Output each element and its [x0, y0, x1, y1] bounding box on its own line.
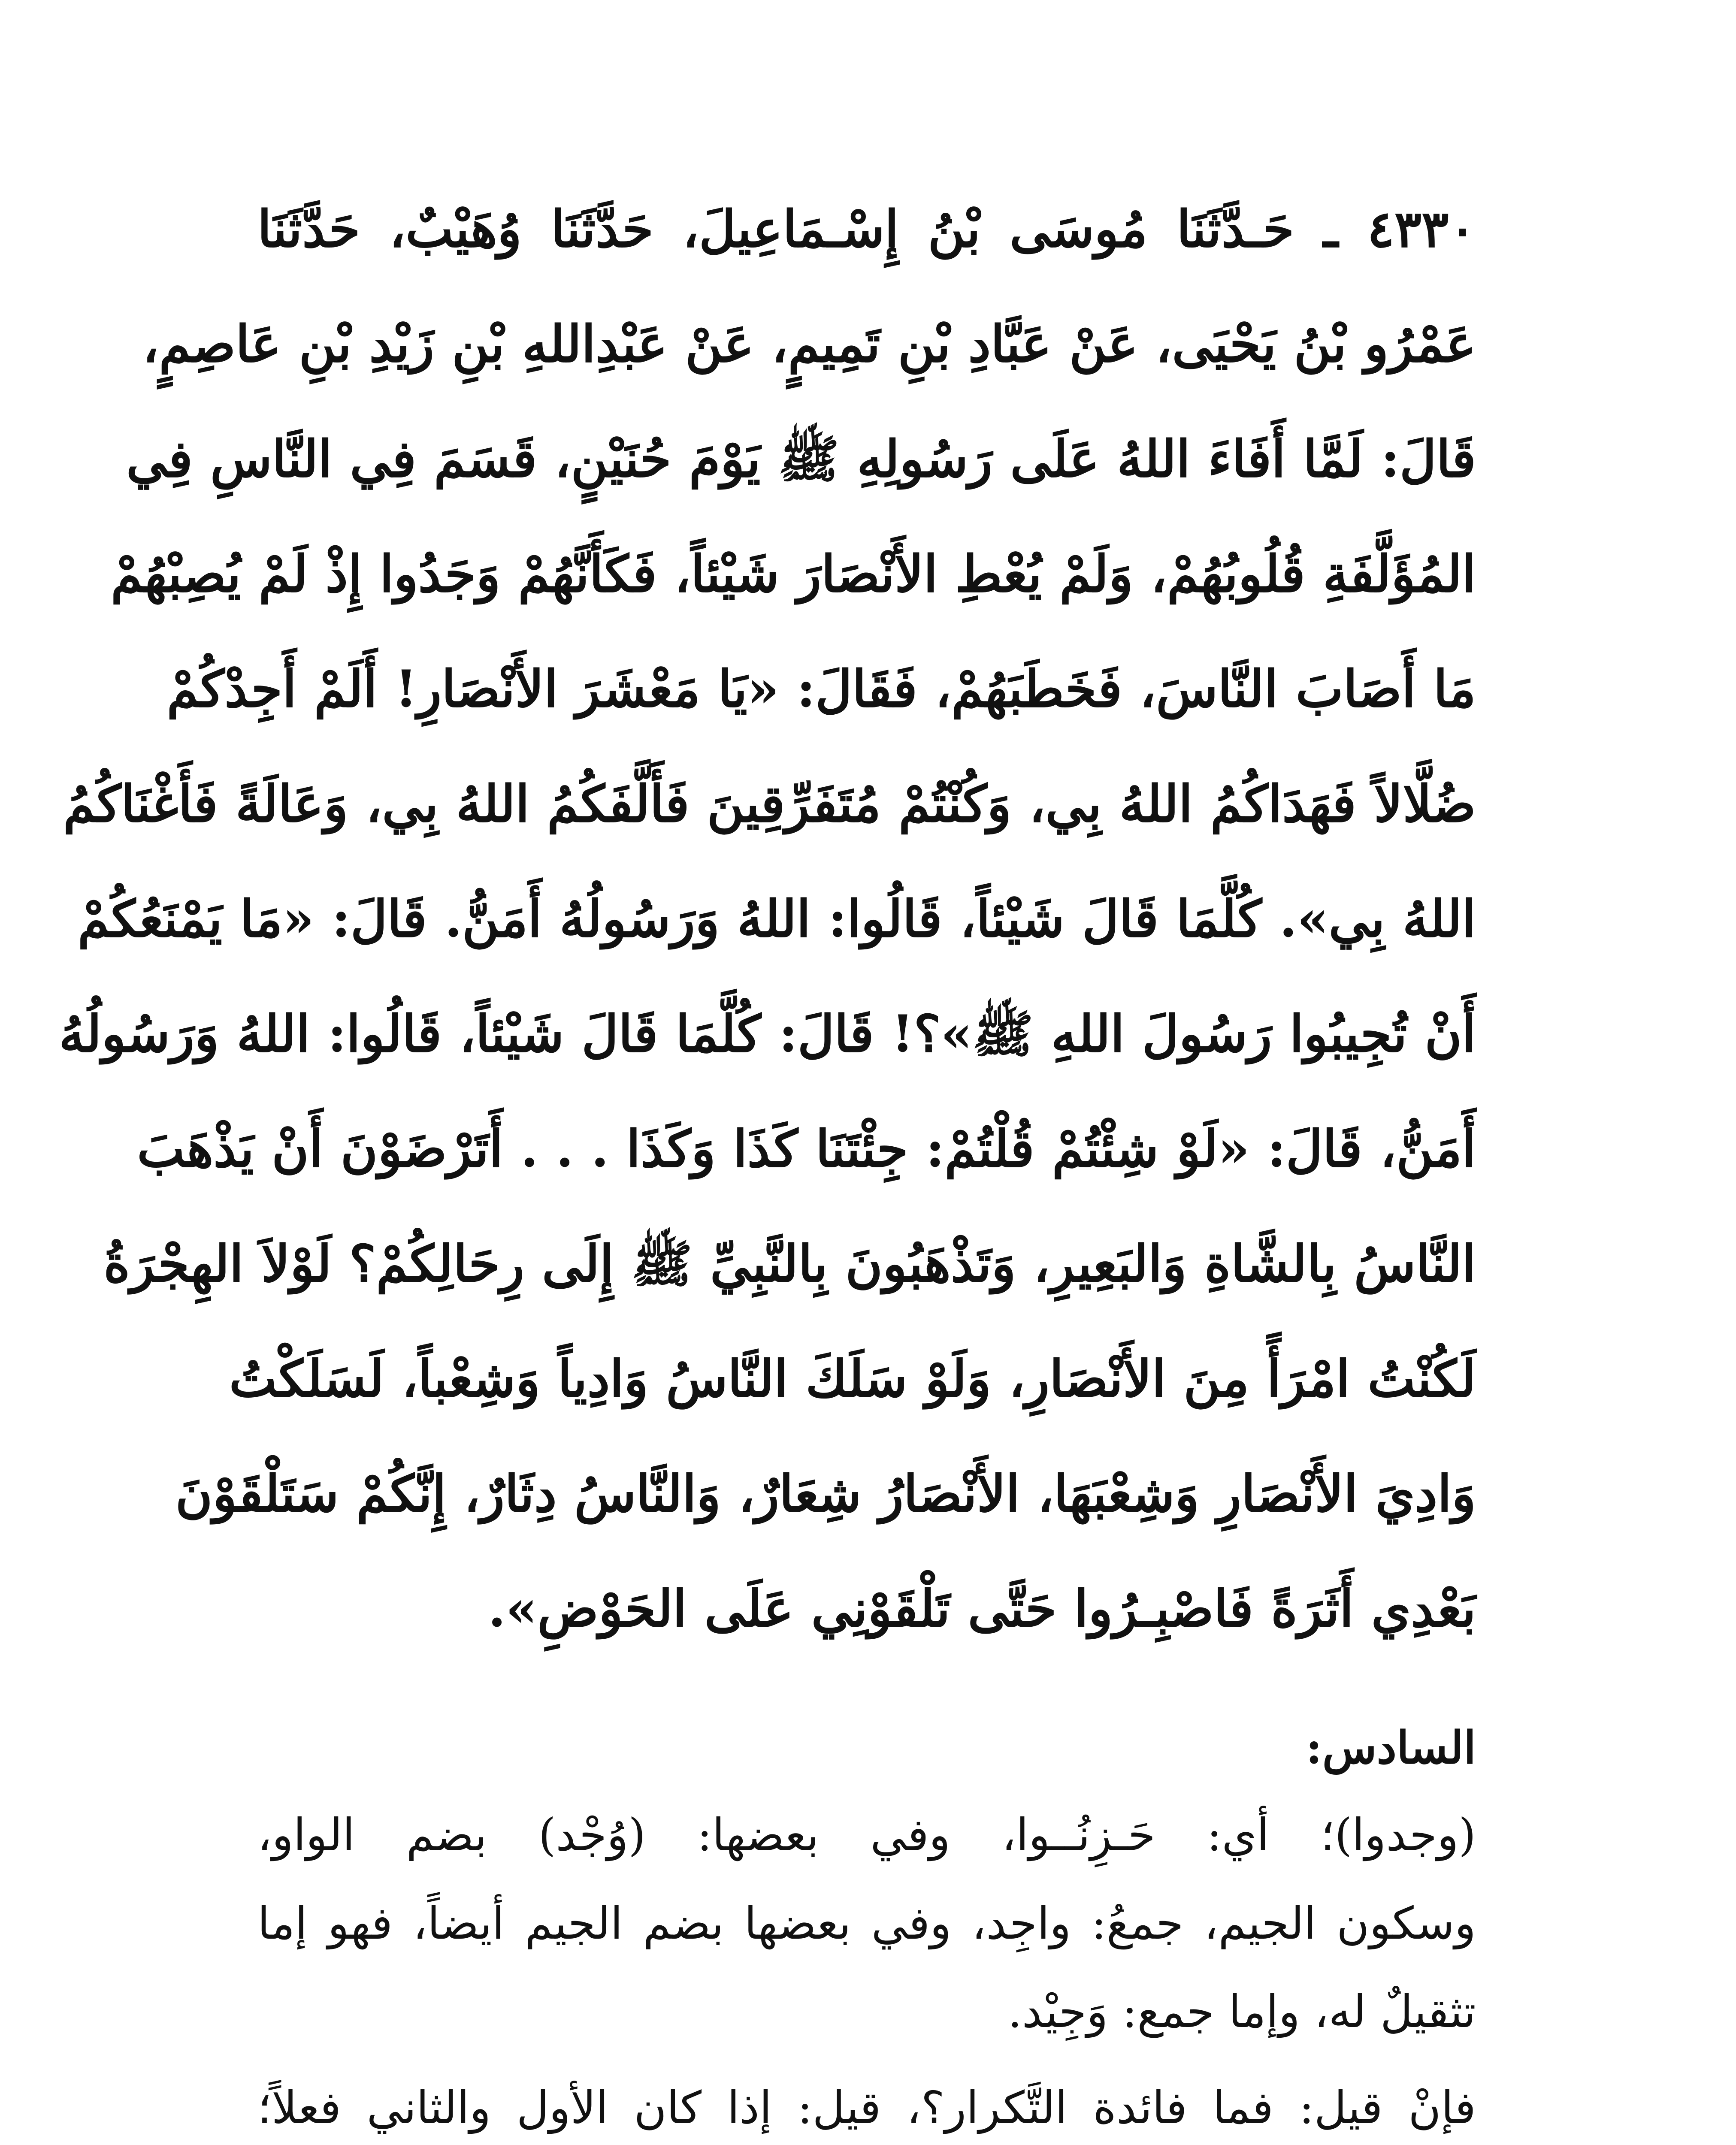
hadith-line: وَادِيَ الأَنْصَارِ وَشِعْبَهَا، الأَنْصَارُ شِعَارٌ، وَالنَّاسُ دِثَارٌ، إِنَّكُمْ سَتَلْقَوْنَ	[175, 1464, 1476, 1523]
commentary-line: (وجدوا)؛ أي: حَـزِنُــوا، وفي بعضها: (وُجْد) بضم الواو،	[257, 1809, 1476, 1861]
hadith-line: المُؤَلَّفَةِ قُلُوبُهُمْ، وَلَمْ يُعْطِ الأَنْصَارَ شَيْئاً، فَكَأَنَّهُمْ وَجَدُوا إِذْ لَمْ يُصِبْهُمْ	[111, 544, 1476, 604]
hadith-line: أَمَنُّ، قَالَ: «لَوْ شِئْتُمْ قُلْتُمْ: جِئْتَنَا كَذَا وَكَذَا . . . أَتَرْضَوْنَ أَنْ يَذْهَبَ	[137, 1119, 1476, 1178]
hadith-line: قَالَ: لَمَّا أَفَاءَ اللهُ عَلَى رَسُولِهِ ﷺ يَوْمَ حُنَيْنٍ، قَسَمَ فِي النَّاسِ فِي	[126, 429, 1476, 489]
commentary-line: فإنْ قيل: فما فائدة التَّكرار؟، قيل: إذا كان الأول والثاني فعلاً؛	[257, 2082, 1476, 2134]
hadith-line: مَا أَصَابَ النَّاسَ، فَخَطَبَهُمْ، فَقَالَ: «يَا مَعْشَرَ الأَنْصَارِ! أَلَمْ أَجِدْكُمْ	[166, 659, 1476, 719]
hadith-line: ضُلَّالاً فَهَدَاكُمُ اللهُ بِي، وَكُنْتُمْ مُتَفَرِّقِينَ فَأَلَّفَكُمُ اللهُ بِي، وَعَالَةً فَأَغْنَاكُمُ	[63, 774, 1476, 834]
hadith-line: النَّاسُ بِالشَّاةِ وَالبَعِيرِ، وَتَذْهَبُونَ بِالنَّبِيِّ ﷺ إِلَى رِحَالِكُمْ؟ لَوْلاَ الهِجْرَةُ	[103, 1234, 1476, 1293]
page-text-block	[59, 172, 1476, 2145]
commentary-paragraph	[257, 1791, 1476, 2056]
hadith-text	[59, 172, 1476, 1666]
commentary-paragraph	[257, 2063, 1476, 2145]
hadith-line: لَكُنْتُ امْرَأً مِنَ الأَنْصَارِ، وَلَوْ سَلَكَ النَّاسُ وَادِياً وَشِعْباً، لَسَلَكْتُ	[229, 1349, 1476, 1408]
hadith-line: عَمْرُو بْنُ يَحْيَى، عَنْ عَبَّادِ بْنِ تَمِيمٍ، عَنْ عَبْدِاللهِ بْنِ زَيْدِ بْنِ عَاصِمٍ،	[142, 314, 1476, 374]
commentary-line: تثقيلٌ له، وإما جمع: وَجِيْد.	[1007, 1985, 1476, 2038]
hadith-line: أَنْ تُجِيبُوا رَسُولَ اللهِ ﷺ»؟! قَالَ: كُلَّمَا قَالَ شَيْئاً، قَالُوا: اللهُ وَرَسُولُهُ	[59, 1004, 1476, 1063]
section-heading: السادس:	[1306, 1721, 1476, 1774]
hadith-line: بَعْدِي أَثَرَةً فَاصْبِـرُوا حَتَّى تَلْقَوْنِي عَلَى الحَوْضِ».	[488, 1579, 1476, 1638]
hadith-line: اللهُ بِي». كُلَّمَا قَالَ شَيْئاً، قَالُوا: اللهُ وَرَسُولُهُ أَمَنُّ. قَالَ: «مَا يَمْنَعُكُمْ	[77, 889, 1476, 949]
hadith-line: ٤٣٣٠ ـ حَـدَّثَنَا مُوسَى بْنُ إِسْـمَاعِيلَ، حَدَّثَنَا وُهَيْبٌ، حَدَّثَنَا	[257, 199, 1476, 259]
commentary-line: وسكون الجيم، جمعُ: واجِد، وفي بعضها بضم الجيم أيضاً، فهو إما	[257, 1897, 1476, 1949]
